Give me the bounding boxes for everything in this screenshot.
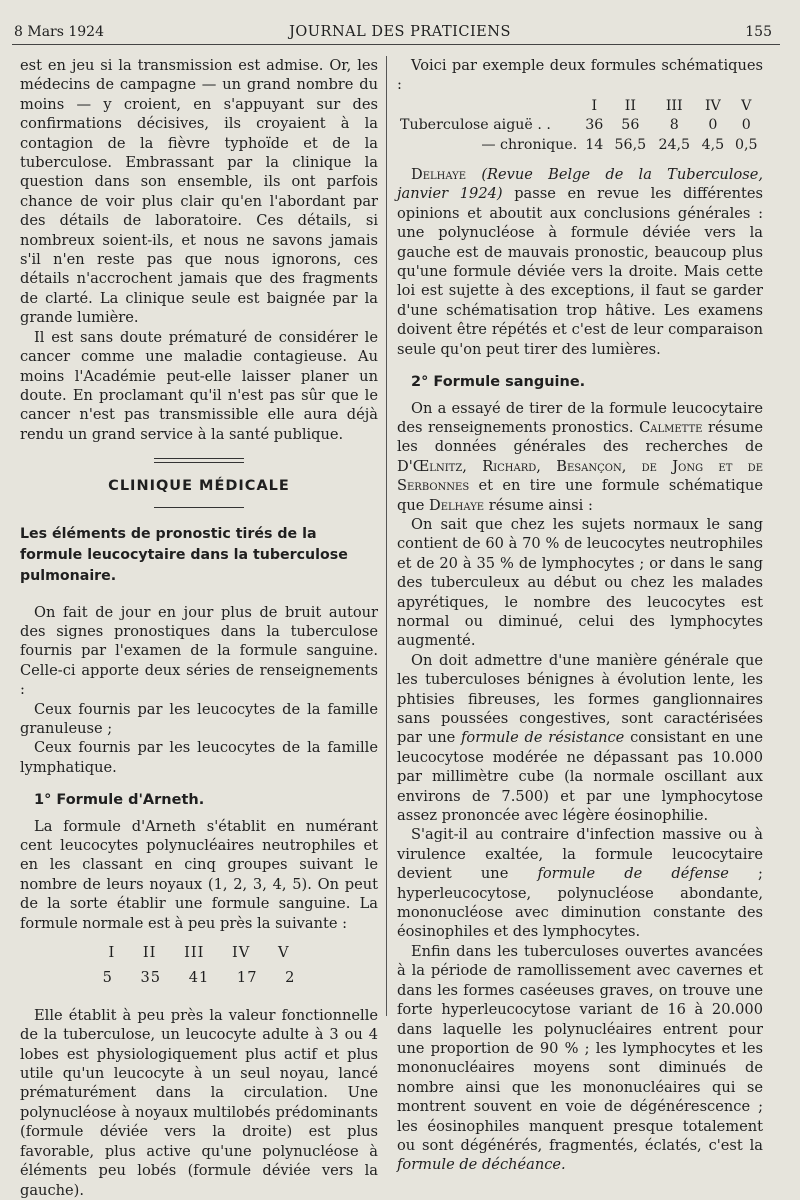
paragraph: Voici par exemple deux formules schématiques : <box>397 57 763 94</box>
table-header-row <box>397 97 763 116</box>
emphasis: formule de défense <box>537 865 729 883</box>
text-run: résume ainsi : <box>484 496 593 514</box>
table-cell: 14 <box>585 136 604 153</box>
table-row <box>397 136 763 155</box>
paragraph <box>397 942 763 1175</box>
table-cell: 36 <box>585 117 604 134</box>
text-run: S'agit-il au contraire d'infection massive ou à virulence exaltée, la formule leucocytaire devient une <box>397 826 763 883</box>
table-header-cell: I <box>591 97 598 114</box>
paragraph <box>397 651 763 826</box>
author-name: Delhaye <box>429 496 485 514</box>
text-run: résume les données générales des recherches de <box>397 418 763 456</box>
right-column <box>397 56 763 1175</box>
text-run: On doit admettre d'une manière générale que les tuberculoses bénignes à évolution lente, les phtisies fibreuses, les formes ganglionnaires sans poussées congestives, sont caractérisées par une <box>397 651 763 747</box>
text-run: consistant en une leucocytose modérée ne dépassant pas 10.000 par millimètre cube (la normale oscillant aux environs de 7.500) et par une lymphocytose assez prononcée avec légère éosinophilie. <box>397 729 763 825</box>
table-cell: 0 <box>741 117 751 134</box>
table-cell: 56 <box>621 117 640 134</box>
table-cell: 4,5 <box>701 136 725 153</box>
text-run: On a essayé de tirer de la formule leucocytaire des renseignements pronostics. <box>397 399 763 436</box>
paragraph: On sait que chez les sujets normaux le sang contient de 60 à 70 % de leucocytes neutrophiles et de 20 à 35 % de lymphocytes ; or dans le sang des tuberculeux au début ou chez les malades apyrétiques, le nombre des leucocytes est normal ou diminué, celui des lymphocytes augmenté. <box>397 515 763 650</box>
paragraph: est en jeu si la transmission est admise. Or, les médecins de campagne — un grand nombre du moins — y croient, en s'appuyant sur des confirmations décisives, ils croyaient à la contagion de la fièvre typhoïde et de la tuberculose. Embrassant par la clinique la question dans son ensemble, ils ont parfois chance de voir plus clair qu'en l'abordant par des détails de laboratoire. Ces détails, si nombreux soient-ils, et nous ne savons jamais s'il n'en reste pas que nous ignorons, ces détails n'accrochent jamais que des fragments de clarté. La clinique seule est baignée par la grande lumière. <box>20 57 378 327</box>
emphasis: formule de déchéance. <box>397 1156 566 1174</box>
author-name: Calmette <box>639 418 703 436</box>
paragraph <box>397 825 763 941</box>
paragraph <box>397 165 763 359</box>
page-header <box>0 8 800 40</box>
journal-title: JOURNAL DES PRATICIENS <box>289 24 511 40</box>
formula-roman-numerals: I II III IV V <box>108 944 290 962</box>
paragraph: Ceux fournis par les leucocytes de la famille lymphatique. <box>20 739 378 776</box>
paragraph: Ceux fournis par les leucocytes de la famille granuleuse ; <box>20 700 378 737</box>
table-cell: 24,5 <box>658 136 691 153</box>
page-number: 155 <box>745 24 772 40</box>
table-header-cell <box>397 97 580 116</box>
double-rule <box>154 458 244 463</box>
section-rule <box>154 507 244 508</box>
table-header-cell: II <box>624 97 636 114</box>
text-run: ; hyperleucocytose, polynucléose abondante, mononucléose avec diminution constante des éosinophiles et des lymphocytes. <box>397 865 763 941</box>
table-cell: 8 <box>669 117 679 134</box>
row-label: — chronique. <box>481 136 578 153</box>
author-name: Delhaye <box>411 166 467 184</box>
paragraph: Il est sans doute prématuré de considérer le cancer comme une maladie contagieuse. Au moins l'Académie peut-elle laisser planer un doute. En proclamant qu'il n'est pas sûr que le cancer n'est pas transmissible elle aura déjà rendu un grand service à la santé publique. <box>20 328 378 443</box>
header-rule <box>12 44 780 45</box>
issue-date: 8 Mars 1924 <box>14 24 104 40</box>
author-names: D'Œlnitz, Richard, Besançon, de Jong et de Serbonnes <box>397 457 763 495</box>
subheading-arneth: 1° Formule d'Arneth. <box>34 792 205 809</box>
text-run: passe en revue les différentes opinions et aboutit aux conclusions générales : une polynucléose à formule déviée vers la gauche est de mauvais pronostic, beaucoup plus qu'une formule déviée vers la droite. Mais cette loi est sujette à des exceptions, il faut se garder d'une schématisation trop hâtive. Les examens doivent être répétés et c'est de leur comparaison seule qu'on peut tirer des lumières. <box>397 185 764 358</box>
paragraph: On fait de jour en jour plus de bruit autour des signes pronostiques dans la tuberculose fournis par l'examen de la formule sanguine. Celle-ci apporte deux séries de renseignements : <box>20 603 378 699</box>
emphasis: formule de résistance <box>461 729 625 747</box>
paragraph: Elle établit à peu près la valeur fonctionnelle de la tuberculose, un leucocyte adulte à 3 ou 4 lobes est physiologiquement plus actif et plus utile qu'un leucocyte à un seul noyau, lancé prématurément dans la circulation. Une polynucléose à noyaux multilobés prédominants (formule déviée vers la droite) est plus favorable, plus active qu'une polynucléose à éléments peu lobés (formule déviée vers la gauche). <box>20 1006 378 1199</box>
paragraph: La formule d'Arneth s'établit en numérant cent leucocytes polynucléaires neutrophiles et en les classant en cinq groupes suivant le nombre de leurs noyaux (1, 2, 3, 4, 5). On peut de la sorte établir une formule sanguine. La formule normale est à peu près la suivante : <box>20 817 378 932</box>
text-run: et en tire une formule schématique que <box>397 477 763 514</box>
row-label: Tuberculose aiguë . . <box>400 117 551 134</box>
column-divider <box>386 56 387 1016</box>
table-row <box>397 116 763 135</box>
section-heading: CLINIQUE MÉDICALE <box>108 478 290 495</box>
table-header-cell: V <box>741 97 752 114</box>
formula-table <box>397 97 763 155</box>
article-title: Les éléments de pronostic tirés de la formule leucocytaire dans la tuberculose pulmonaire. <box>20 525 348 584</box>
text-run: Enfin dans les tuberculoses ouvertes avancées à la période de ramollissement avec cavernes et dans les formes caséeuses graves, on trouve une forte hyperleucocytose variant de 16 à 20.000 dans laquelle les polynucléaires entrent pour une proportion de 90 % ; les lymphocytes et les mononucléaires moyens sont diminués de nombre ainsi que les mononucléaires qui se montrent souvent en voie de dégénérescence ; les éosinophiles manquent presque totalement ou sont dégénérés, fragmentés, éclatés, c'est la <box>397 942 763 1154</box>
table-cell: 0 <box>708 117 718 134</box>
table-cell: 0,5 <box>734 136 758 153</box>
table-header-cell: IV <box>704 97 721 114</box>
paragraph <box>397 399 763 515</box>
formula-normal-values: 5 35 41 17 2 <box>102 969 296 987</box>
table-header-cell: III <box>665 97 683 114</box>
left-column <box>20 56 378 1200</box>
subheading-sanguine: 2° Formule sanguine. <box>411 374 586 391</box>
citation: (Revue Belge de la Tuberculose, janvier 1924) <box>397 166 763 203</box>
table-cell: 56,5 <box>614 136 647 153</box>
